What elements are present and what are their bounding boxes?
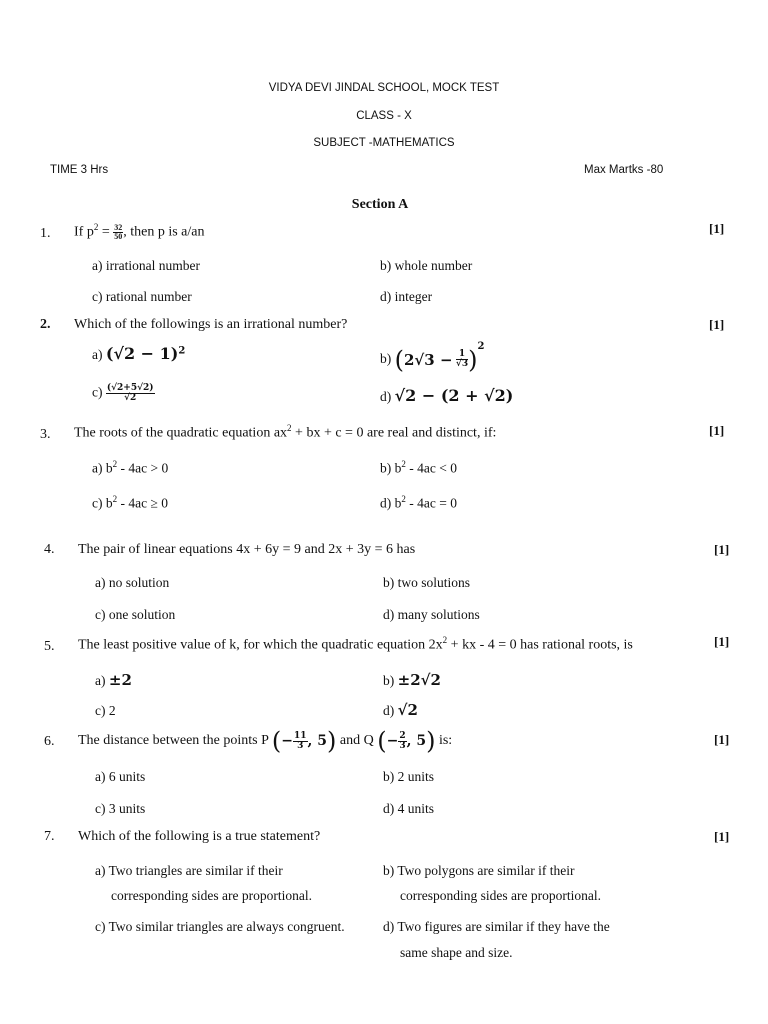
option-b-expr: 2√3 −	[404, 350, 453, 369]
p-fraction	[293, 732, 308, 751]
marks-badge: [1]	[714, 829, 730, 844]
option-d-cont: same shape and size.	[400, 945, 513, 960]
q1-fraction	[113, 224, 123, 241]
option-b-cont: corresponding sides are proportional.	[400, 888, 601, 903]
question-text: Which of the followings is an irrational number?	[74, 317, 348, 332]
option-c-fraction	[106, 384, 155, 403]
option-label: b)	[383, 673, 395, 688]
question-number: 1.	[40, 226, 51, 241]
option-a	[92, 459, 168, 477]
option-b	[380, 459, 457, 477]
option-c	[92, 494, 168, 512]
question-number: 6.	[44, 734, 55, 749]
option-a	[92, 344, 185, 363]
option-label: d)	[383, 703, 395, 718]
subject-label: SUBJECT -MATHEMATICS	[313, 137, 455, 149]
minus-sign: −	[281, 733, 293, 749]
option-b	[380, 341, 484, 374]
option-a-cont: corresponding sides are proportional.	[111, 888, 312, 903]
q1-frac-den: 50	[114, 231, 123, 241]
p-tail: , 5	[307, 733, 328, 749]
q6-text-post: is:	[438, 733, 453, 749]
q5-text-pre: The least positive value of k, for which the quadratic equation 2x	[78, 637, 443, 653]
option-d: d) integer	[380, 289, 433, 304]
question-number: 2.	[40, 317, 51, 332]
option-b: b) whole number	[380, 258, 473, 273]
marks-badge: [1]	[709, 317, 725, 332]
max-marks-label: Max Martks -80	[584, 164, 664, 176]
paren-close: )	[327, 727, 337, 755]
opt-sup: 2	[401, 494, 406, 504]
q3-text-post: + bx + c = 0 are real and distinct, if:	[291, 425, 497, 441]
question-text: Which of the following is a true statement?	[78, 829, 321, 844]
option-d: d) 4 units	[383, 801, 435, 816]
question-number: 5.	[44, 639, 55, 654]
paren-close: )	[426, 727, 436, 755]
q-tail: , 5	[406, 733, 427, 749]
marks-badge: [1]	[714, 542, 730, 557]
opt-var: b	[394, 460, 402, 476]
minus-sign: −	[386, 733, 399, 749]
marks-badge: [1]	[709, 221, 725, 236]
option-b: b) 2 units	[383, 769, 435, 784]
option-a: a) Two triangles are similar if their	[95, 863, 283, 878]
opt-tail: - 4ac ≥ 0	[117, 495, 169, 511]
option-label: c)	[95, 703, 106, 718]
option-label: a)	[92, 347, 103, 362]
option-label: a)	[92, 460, 103, 476]
option-d-expr: √2	[397, 701, 418, 719]
marks-badge: [1]	[714, 634, 730, 649]
frac-den: 3	[297, 740, 304, 751]
option-d: d) many solutions	[383, 607, 480, 622]
question-text: The pair of linear equations 4x + 6y = 9 and 2x + 3y = 6 has	[78, 542, 416, 557]
question-text	[74, 423, 496, 442]
option-c: c) one solution	[95, 607, 176, 622]
option-c: c) 3 units	[95, 801, 146, 816]
option-c-expr: 2	[108, 703, 116, 718]
frac-num: 1	[456, 350, 468, 360]
q6-text-mid: and Q	[339, 733, 374, 749]
option-label: d)	[380, 389, 392, 404]
opt-var: b	[394, 495, 402, 511]
section-title: Section A	[351, 197, 409, 212]
frac-den: 3	[399, 740, 406, 751]
option-a-expr: (√2 − 1)	[105, 344, 179, 363]
school-title: VIDYA DEVI JINDAL SCHOOL, MOCK TEST	[268, 82, 500, 94]
opt-var: b	[105, 495, 113, 511]
option-d	[383, 701, 418, 719]
q6-text-pre: The distance between the points P	[78, 733, 269, 749]
option-b-expr: ±2√2	[397, 671, 441, 689]
option-a-expr: ±2	[108, 671, 132, 689]
option-c	[92, 384, 155, 403]
paren-open: (	[377, 727, 387, 755]
opt-var: b	[105, 460, 113, 476]
opt-tail: - 4ac > 0	[117, 460, 169, 476]
q-fraction	[398, 732, 406, 751]
option-a: a) irrational number	[92, 258, 200, 273]
question-text	[74, 222, 205, 241]
paren-open: (	[271, 727, 282, 755]
frac-num: (√2+5√2)	[106, 383, 154, 393]
option-label: c)	[92, 384, 103, 400]
option-label: b)	[380, 460, 392, 476]
q5-text-post: + kx - 4 = 0 has rational roots, is	[447, 637, 633, 653]
option-a: a) no solution	[95, 575, 170, 590]
q3-text-pre: The roots of the quadratic equation ax	[74, 425, 288, 441]
paren-close: )	[468, 345, 478, 374]
option-d	[380, 494, 457, 512]
marks-badge: [1]	[714, 732, 730, 747]
frac-den: √3	[455, 359, 469, 370]
option-label: a)	[95, 673, 106, 688]
option-a-sup: 2	[178, 345, 186, 357]
q1-text-eq: =	[98, 224, 114, 240]
option-d: d) Two figures are similar if they have the	[383, 919, 610, 934]
opt-tail: - 4ac = 0	[405, 495, 457, 511]
class-label: CLASS - X	[356, 110, 412, 122]
frac-num: 11	[293, 730, 307, 741]
option-label: b)	[380, 351, 392, 366]
option-label: c)	[92, 495, 103, 511]
q1-frac-num: 32	[114, 222, 123, 232]
question-number: 4.	[44, 542, 55, 557]
frac-den: √2	[124, 393, 137, 403]
q1-text-post: , then p is a/an	[123, 224, 205, 240]
question-number: 7.	[44, 829, 55, 844]
marks-badge: [1]	[709, 423, 725, 438]
opt-sup: 2	[112, 494, 118, 504]
option-d	[380, 386, 513, 405]
q1-sup: 2	[93, 222, 99, 232]
frac-num: 2	[399, 730, 406, 741]
option-a	[95, 671, 132, 689]
option-d-expr: √2 − (2 + √2)	[394, 386, 514, 405]
option-c: c) Two similar triangles are always congruent.	[95, 919, 345, 934]
q5-sup: 2	[442, 635, 448, 645]
question-text	[78, 727, 452, 755]
option-b-sup: 2	[477, 341, 485, 352]
option-label: d)	[380, 495, 392, 511]
paren-open: (	[394, 345, 404, 374]
option-b: b) Two polygons are similar if their	[383, 863, 575, 878]
option-a: a) 6 units	[95, 769, 146, 784]
q1-text-pre: If p	[74, 224, 94, 240]
opt-sup: 2	[112, 459, 118, 469]
question-number: 3.	[40, 427, 51, 442]
option-b: b) two solutions	[383, 575, 471, 590]
option-c: c) rational number	[92, 289, 192, 304]
question-text	[78, 635, 633, 654]
q3-sup: 2	[287, 423, 292, 433]
opt-tail: - 4ac < 0	[405, 460, 457, 476]
option-c	[95, 703, 116, 719]
time-label: TIME 3 Hrs	[50, 164, 109, 176]
option-b-fraction	[456, 350, 468, 369]
option-b	[383, 671, 441, 689]
opt-sup: 2	[401, 459, 406, 469]
